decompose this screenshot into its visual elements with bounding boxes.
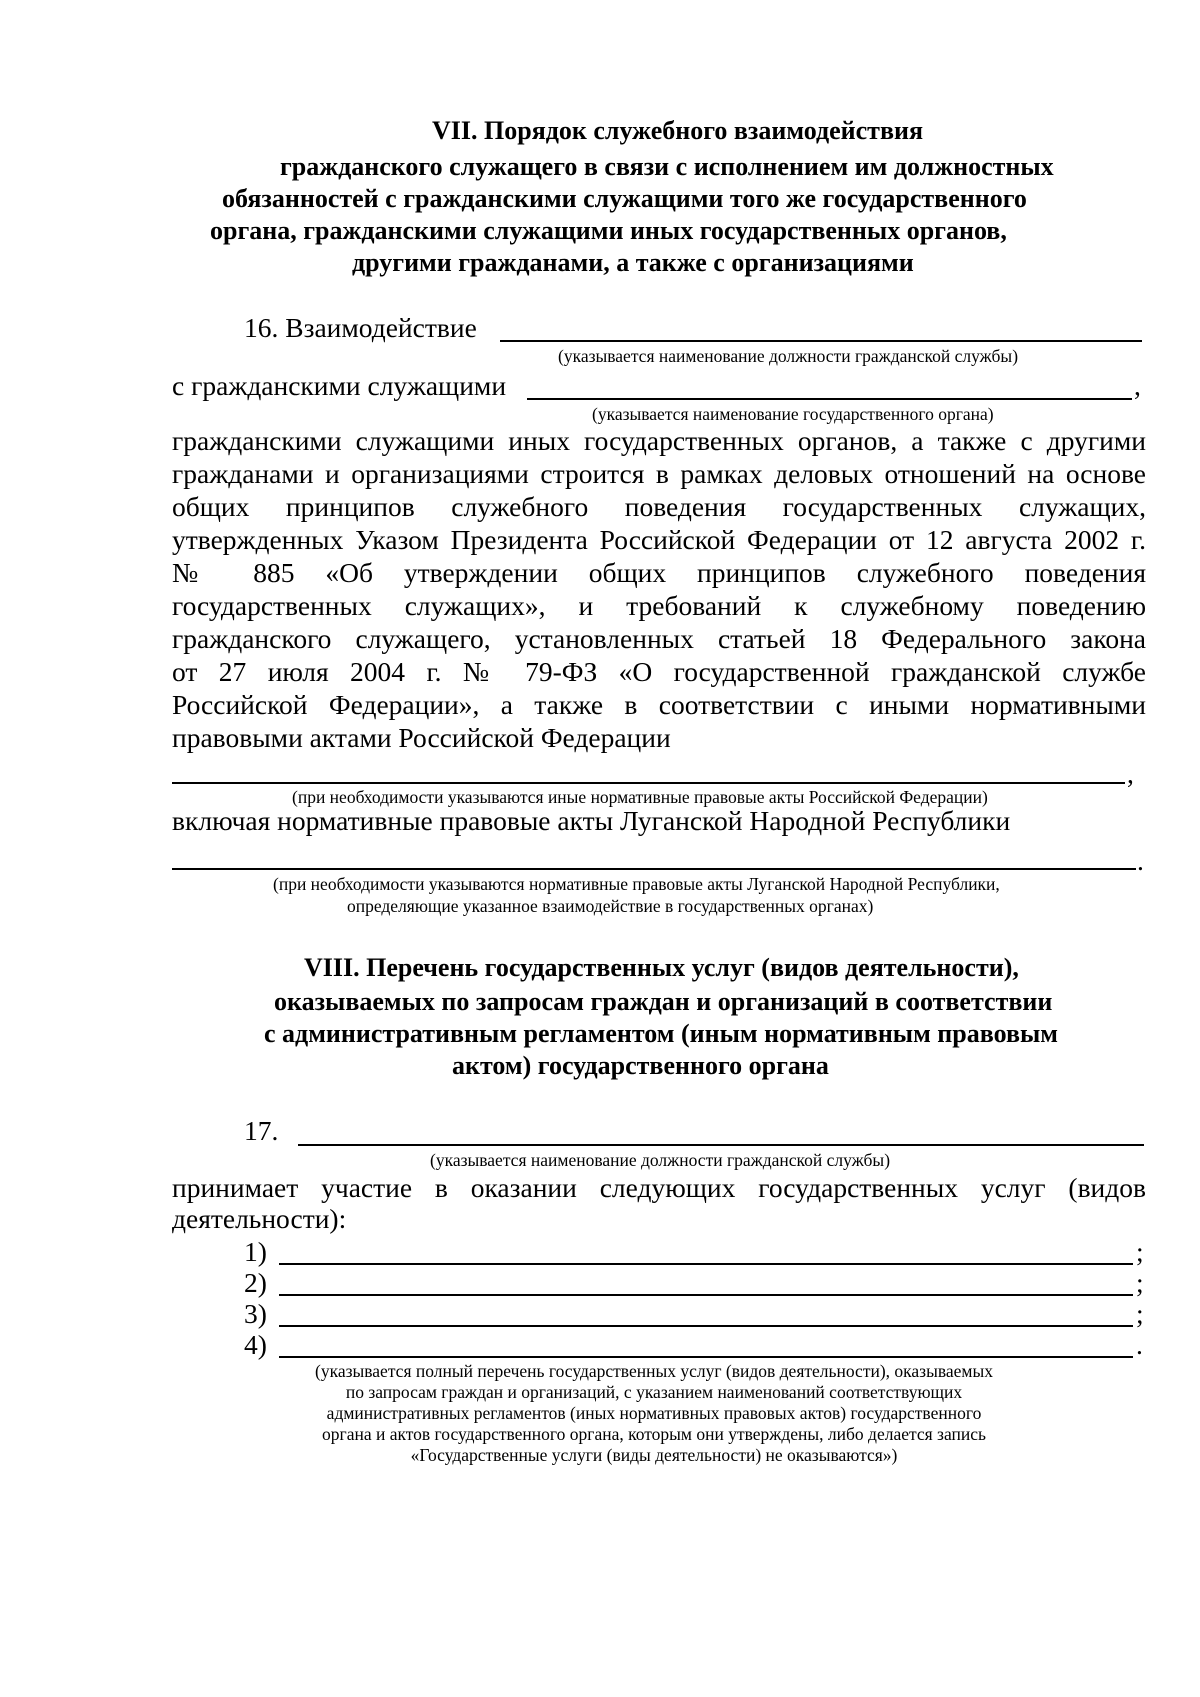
org-blank-line[interactable] bbox=[527, 398, 1132, 400]
hint-services-line: по запросам граждан и организаций, с указанием наименований соответствующих bbox=[345, 1382, 963, 1402]
item17-label: 17. bbox=[244, 1115, 279, 1146]
paragraph-line: общих принципов служебного поведения государственных служащих, bbox=[172, 491, 1146, 522]
paragraph-line: государственных служащих», и требований к служебному поведению bbox=[172, 590, 1146, 621]
list-item-number: 4) bbox=[244, 1329, 267, 1360]
paragraph-line: гражданскими служащими иных государственных органов, а также с другими bbox=[172, 425, 1146, 456]
position-blank-line[interactable] bbox=[500, 340, 1142, 342]
list-item-blank-line[interactable] bbox=[279, 1294, 1133, 1296]
with-servants-label: с гражданскими служащими bbox=[172, 370, 507, 401]
including-lnr-label: включая нормативные правовые акты Луганской Народной Республики bbox=[172, 805, 1011, 836]
period-mark: . bbox=[1137, 845, 1144, 876]
hint-position: (указывается наименование должности гражданской службы) bbox=[558, 346, 1019, 366]
section8-title-line: VIII. Перечень государственных услуг (видов деятельности), bbox=[304, 953, 1019, 982]
position-blank-line-17[interactable] bbox=[298, 1144, 1144, 1146]
comma-mark: , bbox=[1127, 758, 1134, 789]
list-item-number: 3) bbox=[244, 1298, 267, 1329]
section7-title-line: обязанностей с гражданскими служащими того же государственного bbox=[222, 184, 1027, 213]
list-item-end: . bbox=[1136, 1329, 1143, 1360]
paragraph-line: № 885 «Об утверждении общих принципов служебного поведения bbox=[172, 557, 1146, 588]
hint-services-line: (указывается полный перечень государственных услуг (видов деятельности), оказываемых bbox=[315, 1361, 993, 1381]
paragraph-line-last: правовыми актами Российской Федерации bbox=[172, 722, 671, 753]
hint-services-line: административных регламентов (иных нормативных правовых актов) государственного bbox=[326, 1403, 982, 1423]
section7-title-line: VII. Порядок служебного взаимодействия bbox=[432, 116, 924, 145]
list-item-blank-line[interactable] bbox=[279, 1356, 1133, 1358]
section7-title-line: гражданского служащего в связи с исполнением им должностных bbox=[280, 152, 1054, 181]
hint-services-line: «Государственные услуги (виды деятельности) не оказываются») bbox=[410, 1445, 898, 1465]
hint-acts-lnr: (при необходимости указываются нормативные правовые акты Луганской Народной Республики, bbox=[273, 874, 1000, 894]
section8-title-line: оказываемых по запросам граждан и организаций в соответствии bbox=[274, 987, 1053, 1016]
hint-org: (указывается наименование государственного органа) bbox=[592, 404, 994, 424]
hint-acts-rf: (при необходимости указываются иные нормативные правовые акты Российской Федерации) bbox=[292, 787, 988, 807]
paragraph-line: от 27 июля 2004 г. № 79-ФЗ «О государственной гражданской службе bbox=[172, 656, 1146, 687]
section8-title-line: с административным регламентом (иным нормативным правовым bbox=[264, 1019, 1059, 1048]
section7-title-line: другими гражданами, а также с организациями bbox=[352, 248, 914, 277]
section7-title-line: органа, гражданскими служащими иных государственных органов, bbox=[210, 216, 1007, 245]
list-item-number: 2) bbox=[244, 1267, 267, 1298]
list-item-blank-line[interactable] bbox=[279, 1325, 1133, 1327]
participates-line-2: деятельности): bbox=[172, 1203, 347, 1234]
hint-position-17: (указывается наименование должности гражданской службы) bbox=[430, 1150, 891, 1170]
item16-label: 16. Взаимодействие bbox=[244, 312, 477, 343]
paragraph-line: гражданского служащего, установленных статьей 18 Федерального закона bbox=[172, 623, 1146, 654]
comma-mark: , bbox=[1134, 370, 1141, 401]
paragraph-line: гражданами и организациями строится в рамках деловых отношений на основе bbox=[172, 458, 1146, 489]
list-item-end: ; bbox=[1136, 1236, 1144, 1267]
list-item-blank-line[interactable] bbox=[279, 1263, 1133, 1265]
section8-title-line: актом) государственного органа bbox=[452, 1051, 829, 1080]
hint-services-line: органа и актов государственного органа, которым они утверждены, либо делается запись bbox=[322, 1424, 986, 1444]
acts-rf-blank-line[interactable] bbox=[172, 782, 1125, 784]
acts-lnr-blank-line[interactable] bbox=[172, 868, 1136, 870]
paragraph-line: утвержденных Указом Президента Российской Федерации от 12 августа 2002 г. bbox=[172, 524, 1146, 555]
list-item-number: 1) bbox=[244, 1236, 267, 1267]
participates-line: принимает участие в оказании следующих государственных услуг (видов bbox=[172, 1172, 1146, 1203]
paragraph-line: Российской Федерации», а также в соответствии с иными нормативными bbox=[172, 689, 1146, 720]
list-item-end: ; bbox=[1136, 1267, 1144, 1298]
hint-acts-lnr: определяющие указанное взаимодействие в государственных органах) bbox=[347, 896, 874, 916]
list-item-end: ; bbox=[1136, 1298, 1144, 1329]
